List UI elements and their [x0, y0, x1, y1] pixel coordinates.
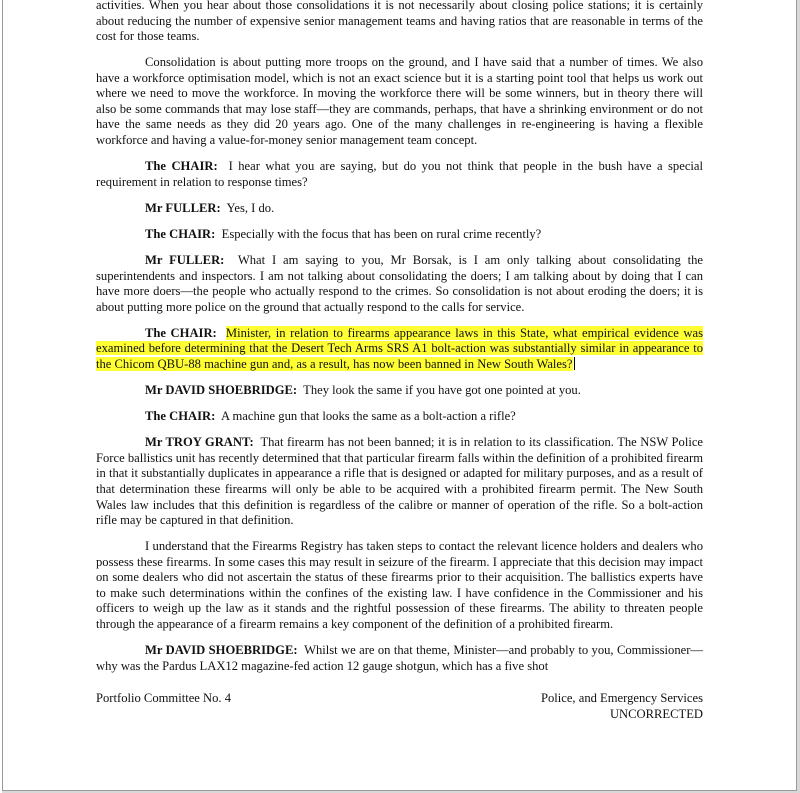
paragraph [96, 201, 703, 217]
speaker-name: Mr TROY GRANT: [145, 435, 254, 450]
paragraph-text: That firearm has not been banned; it is in relation to its classification. The NSW Police Force ballistics unit has recently determined that that particular firearm falls within the definition of a prohibited firearm in that it substantially duplicates in appearance a rifle that is designed or adapted for military purposes, and as a result of that determination these firearms will only be able to be acquired with a prohibited firearm permit. The New South Wales law includes that this definition is regardless of the calibre or manner of operation of the rifle. So a bolt-action rifle may be captured in that definition. [96, 435, 703, 528]
paragraph [96, 0, 703, 45]
paragraph-text: I understand that the Firearms Registry has taken steps to contact the relevant licence holders and dealers who possess these firearms. In some cases this may result in seizure of the firearm. I appreciate that this decision may impact on some dealers who did not ascertain the status of these firearms prior to their acquisition. The ballistics experts have to make such determinations within the confines of the existing law. I have confidence in the Commissioner and his officers to weigh up the law as it stands and the rightful possession of these firearms. The ability to threaten people through the appearance of a firearm remains a key component of the definition of a prohibited firearm. [96, 539, 703, 631]
paragraph-text: They look the same if you have got one pointed at you. [303, 383, 581, 398]
paragraph [96, 539, 703, 632]
paragraph-text: Consolidation is about putting more troops on the ground, and I have said that a number of times. We also have a workforce optimisation model, which is not an exact science but it is a starting point tool that helps us work out where we need to move the workforce. In moving the workforce there will be some winners, but in theory there will also be some commands that may lose staff—they are commands, perhaps, that have a shrinking environment or do not have the same needs as they did 20 years ago. One of the many challenges in re-engineering is having a flexible workforce and having a value-for-money senior management team concept. [96, 55, 703, 147]
paragraph-text: What I am saying to you, Mr Borsak, is I am only talking about consolidating the superintendents and inspectors. I am not talking about consolidating the doers; I am talking about by doing that I can have more doers—the people who actually respond to the crimes. So consolidation is not about eroding the doers; it is about putting more police on the ground that actually respond to the calls for service. [96, 253, 703, 314]
paragraph-text: Yes, I do. [226, 200, 275, 215]
paragraph-highlighted[interactable] [96, 326, 703, 373]
paragraph-text: I hear what you are saying, but do you not think that people in the bush have a special requirement in relation to response times? [96, 159, 704, 189]
speaker-name: The CHAIR: [145, 409, 216, 424]
paragraph-text: A machine gun that looks the same as a bolt-action a rifle? [220, 409, 516, 424]
paragraph [96, 159, 703, 190]
paragraph [96, 643, 703, 674]
paragraph-text: activities. When you hear about those consolidations it is not necessarily about closing police stations; it is certainly about reducing the number of expensive senior management teams and having ratios that are reasonable in terms of the cost for those teams. [96, 0, 703, 44]
footer-status: UNCORRECTED [609, 707, 703, 721]
speaker-name: The CHAIR: [145, 226, 216, 241]
speaker-name: The CHAIR: [145, 325, 217, 340]
footer-right [500, 690, 703, 722]
speaker-name: Mr DAVID SHOEBRIDGE: [145, 383, 298, 398]
footer-portfolio: Police, and Emergency Services [540, 691, 703, 705]
paragraph-text: Especially with the focus that has been on rural crime recently? [221, 226, 542, 241]
text-cursor [574, 357, 575, 370]
paragraph [96, 383, 703, 399]
speaker-name: The CHAIR: [145, 159, 218, 174]
paragraph [96, 409, 703, 425]
transcript-body [96, 0, 703, 685]
paragraph [96, 227, 703, 243]
speaker-name: Mr FULLER: [145, 253, 225, 268]
highlighted-text[interactable]: Minister, in relation to firearms appearance laws in this State, what empirical evidence was examined before determining that the Desert Tech Arms SRS A1 bolt-action was substantially similar in appearance to the Chicom QBU-88 machine gun and, as a result, has now been banned in New South Wales? [96, 325, 703, 371]
footer-committee: Portfolio Committee No. 4 [96, 691, 232, 705]
paragraph [96, 253, 703, 315]
paragraph-text: Whilst we are on that theme, Minister—and probably to you, Commissioner—why was the Pardus LAX12 magazine-fed action 12 gauge shotgun, which has a five shot [96, 643, 704, 673]
speaker-name: Mr DAVID SHOEBRIDGE: [145, 643, 298, 658]
paragraph [96, 435, 703, 528]
paragraph [96, 55, 703, 148]
speaker-name: Mr FULLER: [145, 200, 221, 215]
